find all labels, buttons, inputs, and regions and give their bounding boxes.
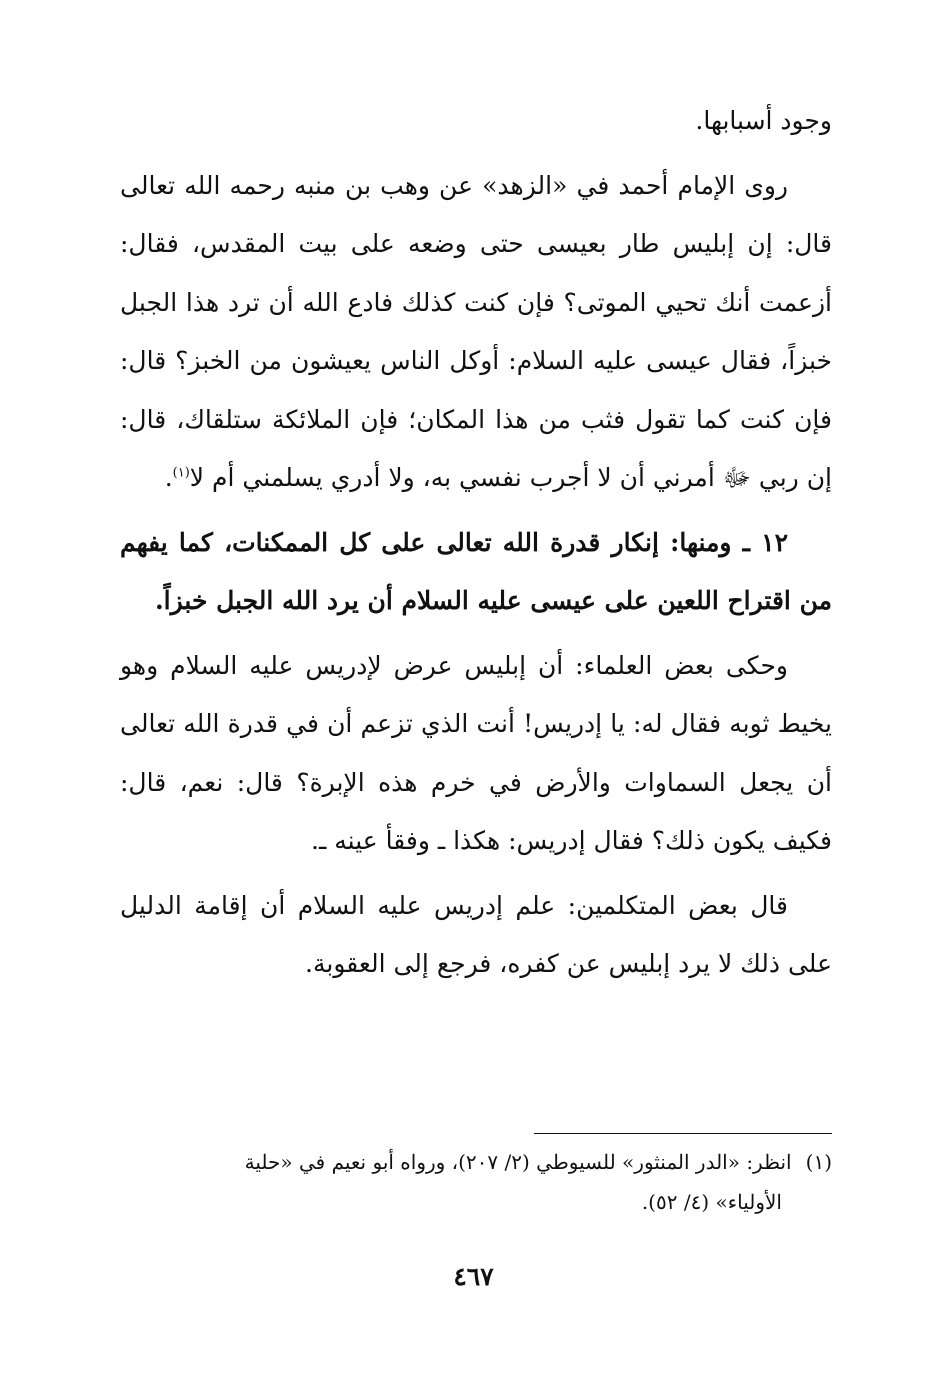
paragraph-3-heading [120, 514, 832, 631]
paragraph-2-text: روى الإمام أحمد في «الزهد» عن وهب بن منبه رحمه الله تعالى قال: إن إبليس طار بعيسى حتى وضعه على بيت المقدس، فقال: أزعمت أنك تحيي الموتى؟ فإن كنت كذلك فادع الله أن ترد هذا الجبل خبزاً، فقال عيسى عليه السلام: أوكل الناس يعيشون من الخبز؟ قال: فإن كنت كما تقول فثب من هذا المكان؛ فإن الملائكة ستلقاك، قال: إن ربي ﷻ أمرني أن لا أجرب نفسي به، ولا أدري يسلمني أم لا [120, 170, 832, 492]
paragraph-1 [120, 92, 832, 151]
footnote-1-text-cont: الأولياء» (٤/ ٥٢). [641, 1190, 782, 1214]
paragraph-2 [120, 157, 832, 508]
paragraph-1-text: وجود أسبابها. [695, 106, 832, 135]
footnote-reference-1[interactable]: (١) [172, 465, 190, 481]
footnotes-section [120, 1133, 832, 1222]
paragraph-5 [120, 877, 832, 994]
paragraph-5-text: قال بعض المتكلمين: علم إدريس عليه السلام أن إقامة الدليل على ذلك لا يرد إبليس عن كفره، فرجع إلى العقوبة. [120, 890, 832, 978]
paragraph-4 [120, 637, 832, 871]
page-number: ٤٦٧ [453, 1262, 494, 1291]
footnote-divider [534, 1133, 832, 1134]
footnote-1-text: انظر: «الدر المنثور» للسيوطي (٢/ ٢٠٧)، ورواه أبو نعيم في «حلية [244, 1150, 792, 1174]
footnote-1-line-1 [120, 1142, 832, 1182]
paragraph-4-text: وحكى بعض العلماء: أن إبليس عرض لإدريس عليه السلام وهو يخيط ثوبه فقال له: يا إدريس! أنت الذي تزعم أن في قدرة الله تعالى أن يجعل السماوات والأرض في خرم هذه الإبرة؟ قال: نعم، قال: فكيف يكون ذلك؟ فقال إدريس: هكذا ـ وفقأ عينه ـ. [120, 650, 832, 855]
paragraph-2-end: . [164, 463, 173, 492]
page-body [120, 92, 832, 994]
footnote-1-line-2 [120, 1182, 832, 1222]
paragraph-3-text: ١٢ ـ ومنها: إنكار قدرة الله تعالى على كل الممكنات، كما يفهم من اقتراح اللعين على عيسى عليه السلام أن يرد الله الجبل خبزاً. [120, 527, 832, 615]
footnote-1-number: (١) [805, 1150, 832, 1174]
